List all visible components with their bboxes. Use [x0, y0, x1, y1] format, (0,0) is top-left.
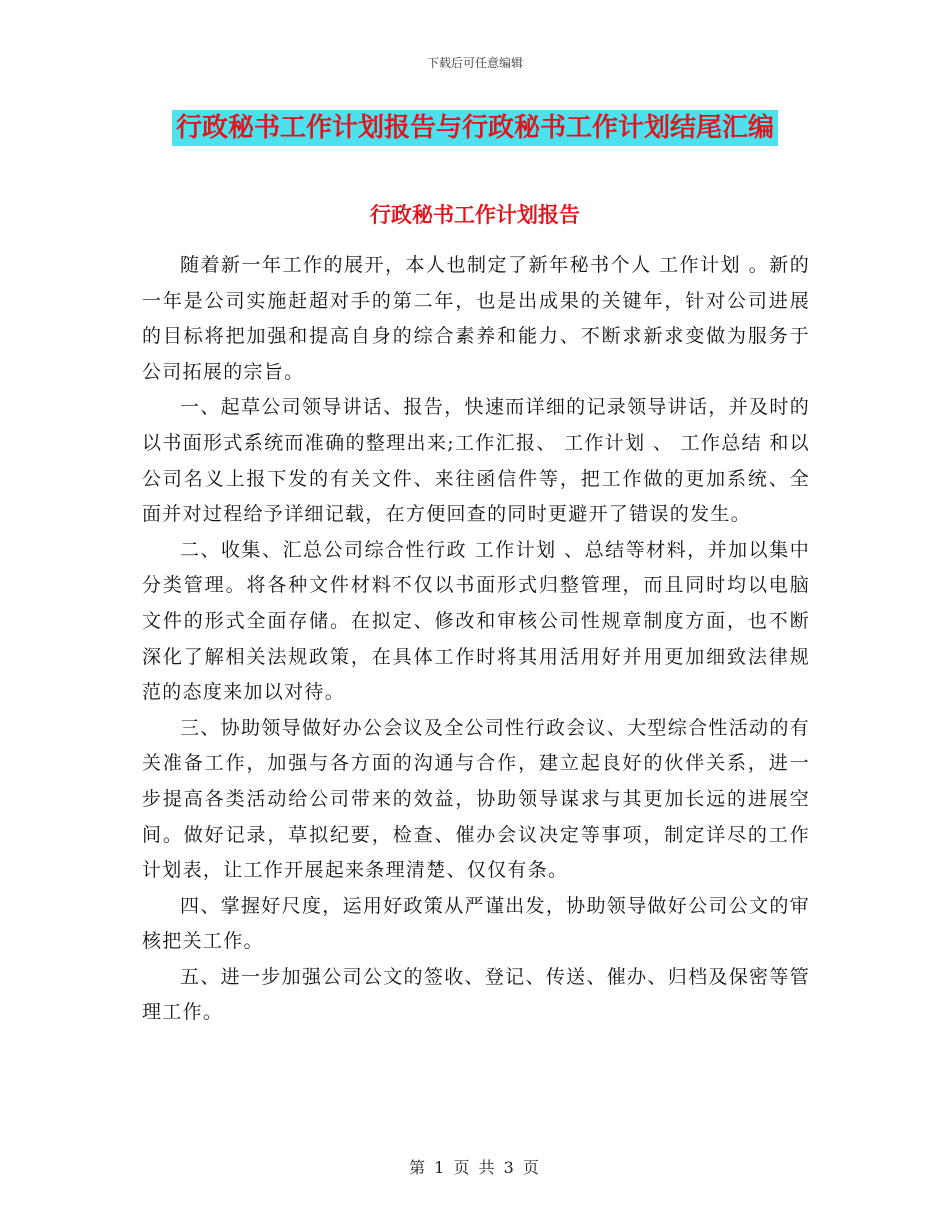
page-number-indicator: 第 1 页 共 3 页: [409, 1158, 541, 1177]
paragraph-item-4: 四、掌握好尺度，运用好政策从严谨出发，协助领导做好公司公文的审核把关工作。: [142, 894, 810, 953]
paragraph-item-2: 二、收集、汇总公司综合性行政 工作计划 、总结等材料，并加以集中分类管理。将各种文件材料不仅以书面形式归整管理，而且同时均以电脑文件的形式全面存储。在拟定、修改和审核公司性规章制度方面，也不断深化了解相关法规政策，在具体工作时将其用活用好并用更加细致法律规范的态度来加以对待。: [142, 538, 810, 704]
main-title-container: [0, 110, 950, 146]
paragraph-item-5: 五、进一步加强公司公文的签收、登记、传送、催办、归档及保密等管理工作。: [142, 965, 810, 1024]
paragraph-item-1: 一、起草公司领导讲话、报告，快速而详细的记录领导讲话，并及时的以书面形式系统而准确的整理出来;工作汇报、 工作计划 、 工作总结 和以公司名义上报下发的有关文件、来往函信件等，把工作做的更加系统、全面并对过程给予详细记载，在方便回查的同时更避开了错误的发生。: [142, 396, 810, 526]
paragraph-item-3: 三、协助领导做好办公会议及全公司性行政会议、大型综合性活动的有关准备工作，加强与各方面的沟通与合作，建立起良好的伙伴关系，进一步提高各类活动给公司带来的效益，协助领导谋求与其更加长远的进展空间。做好记录，草拟纪要，检查、催办会议决定等事项，制定详尽的工作计划表，让工作开展起来条理清楚、仅仅有条。: [142, 716, 810, 882]
document-body: [142, 248, 810, 1031]
section-title: 行政秘书工作计划报告: [370, 203, 580, 227]
page-header-note: 下载后可任意编辑: [426, 56, 523, 70]
paragraph-intro: 随着新一年工作的展开，本人也制定了新年秘书个人 工作计划 。新的一年是公司实施赶超对手的第二年，也是出成果的关键年，针对公司进展的目标将把加强和提高自身的综合素养和能力、不断求新求变做为服务于公司拓展的宗旨。: [142, 254, 810, 383]
document-main-title: 行政秘书工作计划报告与行政秘书工作计划结尾汇编: [172, 110, 778, 146]
